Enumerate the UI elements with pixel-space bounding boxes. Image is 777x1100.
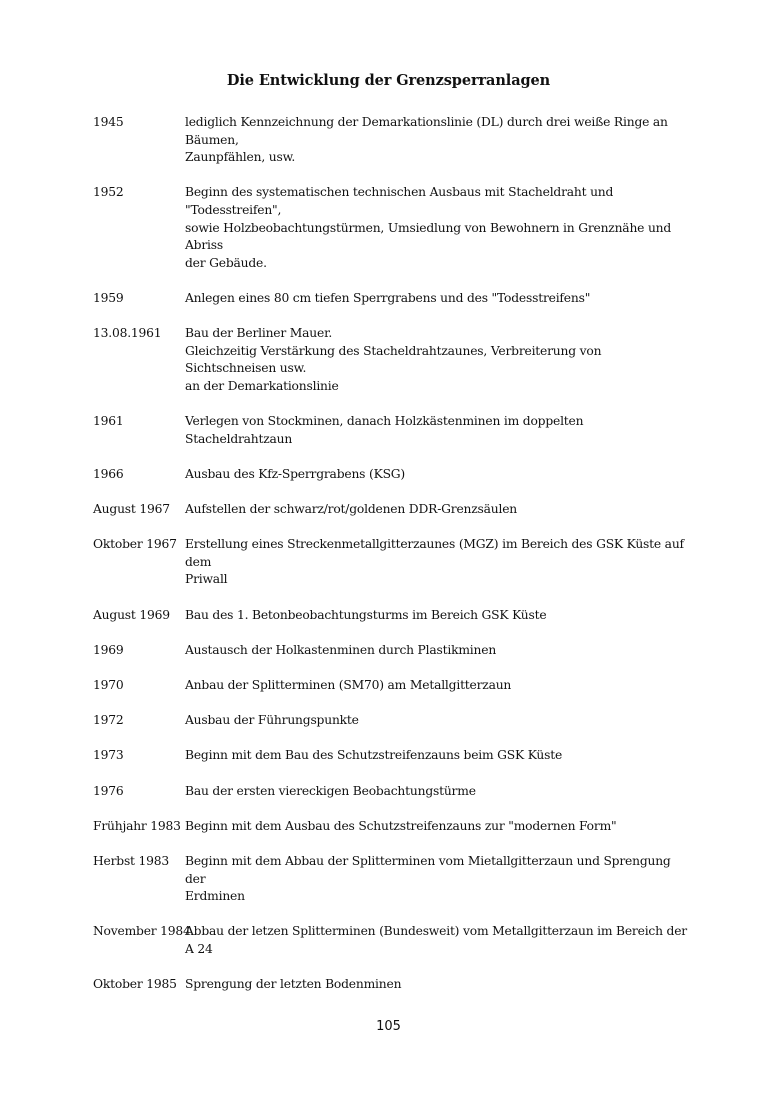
entry-description: [185, 818, 693, 836]
entry-date: 13.08.1961: [93, 326, 162, 341]
entry-date: Herbst 1983: [93, 853, 170, 868]
entry-date: 1972: [93, 713, 124, 728]
entry-description-line: Beginn des systematischen technischen Ausbaus mit Stacheldraht und "Todesstreifen",: [185, 185, 614, 217]
entry-date: Oktober 1967: [93, 537, 177, 552]
entry-description: [185, 976, 693, 994]
entry-description-line: Bau der Berliner Mauer.: [185, 326, 333, 341]
entry-description-line: Bau des 1. Betonbeobachtungsturms im Bereich GSK Küste: [185, 607, 547, 622]
timeline-entry: [93, 536, 693, 589]
timeline-entry: [93, 501, 693, 519]
entry-description: [185, 290, 693, 308]
timeline-entry: [93, 466, 693, 484]
entry-date: August 1969: [93, 607, 170, 622]
entry-description: [185, 184, 693, 272]
entry-description: [185, 783, 693, 801]
timeline-entry: [93, 853, 693, 906]
entry-description: [185, 536, 693, 589]
entry-description: [185, 677, 693, 695]
entry-date: 1959: [93, 290, 124, 305]
timeline-entry: [93, 184, 693, 272]
entry-description-line: Zaunpfählen, usw.: [185, 150, 296, 165]
page-number: 105: [376, 1019, 401, 1034]
timeline-entry: [93, 642, 693, 660]
entry-description-line: Erdminen: [185, 889, 245, 904]
entry-date: Oktober 1985: [93, 977, 177, 992]
entry-description-line: Beginn mit dem Abbau der Splitterminen vom Mietallgitterzaun und Sprengung der: [185, 853, 671, 886]
entry-date: November 1984: [93, 924, 191, 939]
entry-description-line: Anlegen eines 80 cm tiefen Sperrgrabens und des "Todesstreifens": [185, 290, 591, 305]
timeline-entry: [93, 818, 693, 836]
entry-description-line: Aufstellen der schwarz/rot/goldenen DDR-Grenzsäulen: [185, 502, 518, 517]
entry-date: August 1967: [93, 502, 170, 517]
entry-description-line: Verlegen von Stockminen, danach Holzkästenminen im doppelten Stacheldrahtzaun: [185, 414, 584, 446]
entry-description-line: Ausbau des Kfz-Sperrgrabens (KSG): [185, 466, 406, 481]
timeline-entry: [93, 114, 693, 167]
timeline-list: [93, 114, 693, 1011]
entry-description: [185, 712, 693, 730]
entry-date: Frühjahr 1983: [93, 818, 181, 833]
entry-description-line: Gleichzeitig Verstärkung des Stacheldrahtzaunes, Verbreiterung von Sichtschneisen usw.: [185, 343, 602, 376]
entry-description: [185, 325, 693, 395]
entry-description-line: der Gebäude.: [185, 255, 267, 270]
entry-description: [185, 501, 693, 519]
entry-description: [185, 642, 693, 660]
timeline-entry: [93, 325, 693, 395]
entry-date: 1952: [93, 185, 124, 200]
entry-description-line: Ausbau der Führungspunkte: [185, 713, 359, 728]
entry-date: 1973: [93, 748, 124, 763]
entry-description: [185, 853, 693, 906]
entry-description-line: Anbau der Splitterminen (SM70) am Metallgitterzaun: [185, 678, 512, 692]
timeline-entry: [93, 607, 693, 625]
entry-description-line: Bau der ersten viereckigen Beobachtungstürme: [185, 783, 476, 798]
entry-date: 1961: [93, 414, 124, 429]
entry-description: [185, 114, 693, 167]
timeline-entry: [93, 712, 693, 730]
entry-description-line: Erstellung eines Streckenmetallgitterzaunes (MGZ) im Bereich des GSK Küste auf dem: [185, 537, 684, 569]
entry-date: 1945: [93, 115, 124, 129]
entry-description-line: Sprengung der letzten Bodenminen: [185, 977, 402, 992]
entry-date: 1969: [93, 642, 124, 657]
page-title: Die Entwicklung der Grenzsperranlagen: [226, 72, 551, 89]
entry-description: [185, 413, 693, 448]
timeline-entry: [93, 923, 693, 958]
entry-description: [185, 923, 693, 958]
entry-date: 1966: [93, 466, 124, 481]
entry-description-line: Beginn mit dem Bau des Schutzstreifenzauns beim GSK Küste: [185, 748, 563, 763]
entry-description-line: sowie Holzbeobachtungstürmen, Umsiedlung von Bewohnern in Grenznähe und Abriss: [185, 220, 672, 253]
timeline-entry: [93, 783, 693, 801]
timeline-entry: [93, 677, 693, 695]
entry-description-line: lediglich Kennzeichnung der Demarkationslinie (DL) durch drei weiße Ringe an Bäumen,: [185, 115, 668, 147]
timeline-entry: [93, 290, 693, 308]
entry-description-line: an der Demarkationslinie: [185, 378, 339, 393]
entry-description: [185, 607, 693, 625]
timeline-entry: [93, 976, 693, 994]
entry-description-line: Beginn mit dem Ausbau des Schutzstreifenzauns zur "modernen Form": [185, 818, 617, 833]
entry-date: 1976: [93, 783, 124, 798]
timeline-entry: [93, 413, 693, 448]
entry-description: [185, 466, 693, 484]
entry-description-line: Priwall: [185, 572, 228, 587]
timeline-entry: [93, 747, 693, 765]
entry-description: [185, 747, 693, 765]
entry-description-line: Abbau der letzen Splitterminen (Bundesweit) vom Metallgitterzaun im Bereich der A 24: [185, 924, 687, 956]
entry-description-line: Austausch der Holkastenminen durch Plastikminen: [185, 642, 497, 657]
entry-date: 1970: [93, 678, 124, 692]
